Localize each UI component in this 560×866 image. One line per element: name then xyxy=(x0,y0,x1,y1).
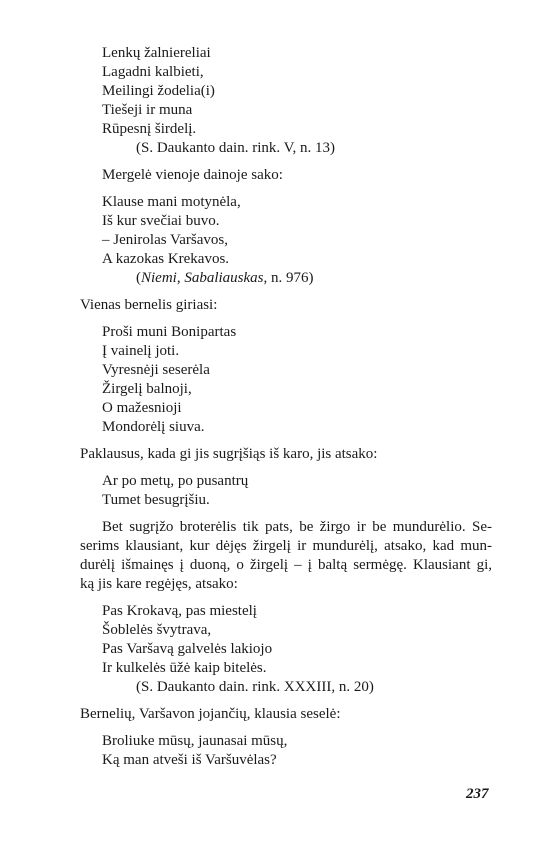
verse-line: Vyresnėji seserėla xyxy=(102,362,210,378)
verse-line: Iš kur svečiai buvo. xyxy=(102,213,220,229)
verse-line: Ar po metų, po pusantrų xyxy=(102,473,249,489)
prose-line: Bet sugrįžo broterėlis tik pats, be žirgo ir be mundurėlio. Se- xyxy=(102,519,492,535)
citation-ref: , n. 976) xyxy=(263,270,314,286)
verse-line: Pas Krokavą, pas miestelį xyxy=(102,603,257,619)
verse-line: Lenkų žalniereliai xyxy=(102,45,211,61)
citation xyxy=(136,269,314,288)
verse-line: Tumet besugrįšiu. xyxy=(102,492,210,508)
verse-line: Rūpesnį širdelį. xyxy=(102,121,197,137)
verse-line: Ką man atveši iš Varšuvėlas? xyxy=(102,752,277,768)
verse-line: Pas Varšavą galvelės lakiojo xyxy=(102,641,273,657)
verse-line: Ir kulkelės ūžė kaip bitelės. xyxy=(102,660,267,676)
citation-open: ( xyxy=(136,270,141,286)
verse-line: Lagadni kalbieti, xyxy=(102,64,204,80)
verse-line: Tiešeji ir muna xyxy=(102,102,193,118)
paragraph: Mergelė vienoje dainoje sako: xyxy=(102,167,283,183)
verse-line: A kazokas Krekavos. xyxy=(102,251,230,267)
verse-line: Šoblelės švytrava, xyxy=(102,622,212,638)
verse-line: Žirgelį balnoji, xyxy=(102,381,192,397)
citation: (S. Daukanto dain. rink. XXXIII, n. 20) xyxy=(136,679,374,695)
page-number: 237 xyxy=(466,786,489,802)
prose-line: serims klausiant, kur dėjęs žirgelį ir mundurėlį, atsako, kad mun- xyxy=(80,538,492,554)
prose-line: durėlį išmainęs į duoną, o žirgelį – į baltą sermėgę. Klausiant gi, xyxy=(80,557,492,573)
verse-line: Klause mani motynėla, xyxy=(102,194,241,210)
verse-line: Proši muni Bonipartas xyxy=(102,324,237,340)
verse-line: O mažesnioji xyxy=(102,400,182,416)
prose-line: ką jis kare regėjęs, atsako: xyxy=(80,576,238,592)
citation: (S. Daukanto dain. rink. V, n. 13) xyxy=(136,140,336,156)
verse-line: Mondorėlį siuva. xyxy=(102,419,205,435)
paragraph: Bernelių, Varšavon jojančių, klausia seselė: xyxy=(80,706,341,722)
citation-authors: Niemi, Sabaliauskas xyxy=(141,270,264,286)
verse-line: Į vainelį joti. xyxy=(102,343,180,359)
verse-line: – Jenirolas Varšavos, xyxy=(102,232,228,248)
paragraph: Vienas bernelis giriasi: xyxy=(80,297,218,313)
verse-line: Meilingi žodelia(i) xyxy=(102,83,215,99)
paragraph: Paklausus, kada gi jis sugrįšiąs iš karo, jis atsako: xyxy=(80,446,378,462)
verse-line: Broliuke mūsų, jaunasai mūsų, xyxy=(102,733,288,749)
